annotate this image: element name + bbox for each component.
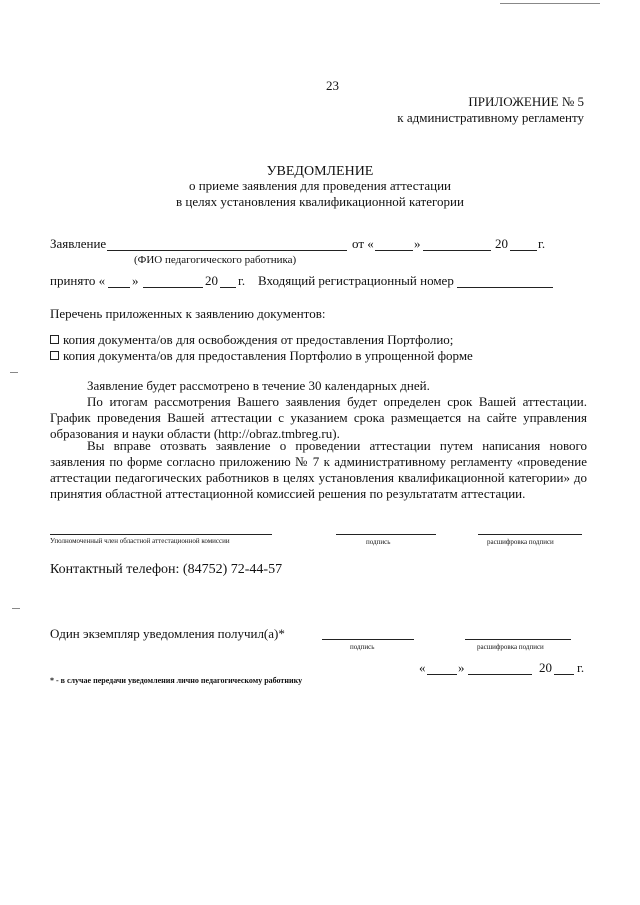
accepted-year-prefix: 20 xyxy=(205,273,218,288)
contact-phone: Контактный телефон: (84752) 72-44-57 xyxy=(50,562,283,577)
appendix-subtitle: к административному регламенту xyxy=(397,110,584,125)
accepted-month-field[interactable] xyxy=(143,287,203,288)
documents-heading: Перечень приложенных к заявлению документов: xyxy=(50,306,326,321)
commission-decoding-line[interactable] xyxy=(478,534,582,535)
accepted-label: принято « xyxy=(50,273,106,288)
commission-decoding-caption: расшифровка подписи xyxy=(487,538,554,546)
receipt-year-prefix: 20 xyxy=(539,660,552,675)
fio-caption: (ФИО педагогического работника) xyxy=(134,254,297,266)
year-prefix: 20 xyxy=(495,236,508,251)
document-subtitle-line1: о приеме заявления для проведения аттестации xyxy=(188,178,452,193)
accepted-year-field[interactable] xyxy=(220,287,236,288)
commission-member-caption: Уполномоченный член областной аттестационной комиссии xyxy=(50,537,230,545)
receipt-day-field[interactable] xyxy=(427,674,457,675)
appendix-title: ПРИЛОЖЕНИЕ № 5 xyxy=(468,94,584,109)
receipt-decoding-line[interactable] xyxy=(465,639,571,640)
document-item xyxy=(50,348,473,364)
date-month-field[interactable] xyxy=(423,250,491,251)
receipt-decoding-caption: расшифровка подписи xyxy=(477,643,544,651)
accepted-day-field[interactable] xyxy=(108,287,130,288)
document-item-label: копия документа/ов для освобождения от предоставления Портфолио; xyxy=(63,332,454,347)
document-item xyxy=(50,332,453,348)
checkbox-icon[interactable] xyxy=(50,335,59,344)
date-day-field[interactable] xyxy=(375,250,413,251)
date-year-field[interactable] xyxy=(510,250,537,251)
receipt-month-field[interactable] xyxy=(468,674,532,675)
application-label: Заявление xyxy=(50,236,107,251)
receipt-date-open: « xyxy=(419,660,426,675)
body-paragraph-1: Заявление будет рассмотрено в течение 30 календарных дней. xyxy=(87,378,430,393)
body-paragraph-3: Вы вправе отозвать заявление о проведении аттестации путем написания нового заявления по форме согласно приложению № 7 к административному регламенту «проведение аттестации педагогических работников в целях установления квалификационной категории» до принятия областной аттестационной комиссией решения по результататм аттестации. xyxy=(50,438,587,501)
commission-member-line[interactable] xyxy=(50,534,272,535)
reg-number-label: Входящий регистрационный номер xyxy=(258,273,454,288)
page-number: 23 xyxy=(326,78,339,93)
footnote: * - в случае передачи уведомления лично педагогическому работнику xyxy=(50,676,303,685)
receipt-year-suffix: г. xyxy=(577,660,585,675)
document-title: УВЕДОМЛЕНИЕ xyxy=(266,164,374,179)
commission-signature-caption: подпись xyxy=(366,538,391,546)
checkbox-icon[interactable] xyxy=(50,351,59,360)
date-quote-close: » xyxy=(414,236,421,251)
commission-signature-line[interactable] xyxy=(336,534,436,535)
receipt-signature-line[interactable] xyxy=(322,639,414,640)
body-paragraph-2: По итогам рассмотрения Вашего заявления будет определен срок Вашей аттестации. График проведения Вашей аттестации с указанием срока размещается на сайте управления образования и науки области (http://obraz.tmbreg.ru). xyxy=(50,394,587,441)
receipt-label: Один экземпляр уведомления получил(а)* xyxy=(50,626,285,641)
accepted-year-suffix: г. xyxy=(238,273,246,288)
year-suffix: г. xyxy=(538,236,546,251)
accepted-quote-close: » xyxy=(132,273,139,288)
reg-number-field[interactable] xyxy=(457,287,553,288)
scan-mark xyxy=(10,372,18,373)
fio-field[interactable] xyxy=(107,250,347,251)
scan-mark xyxy=(500,3,600,4)
document-subtitle-line2: в целях установления квалификационной категории xyxy=(176,194,464,209)
receipt-year-field[interactable] xyxy=(554,674,574,675)
receipt-signature-caption: подпись xyxy=(350,643,375,651)
receipt-date-close: » xyxy=(458,660,465,675)
document-item-label: копия документа/ов для предоставления Портфолио в упрощенной форме xyxy=(63,348,473,363)
scan-mark xyxy=(12,608,20,609)
date-from-label: от « xyxy=(352,236,374,251)
